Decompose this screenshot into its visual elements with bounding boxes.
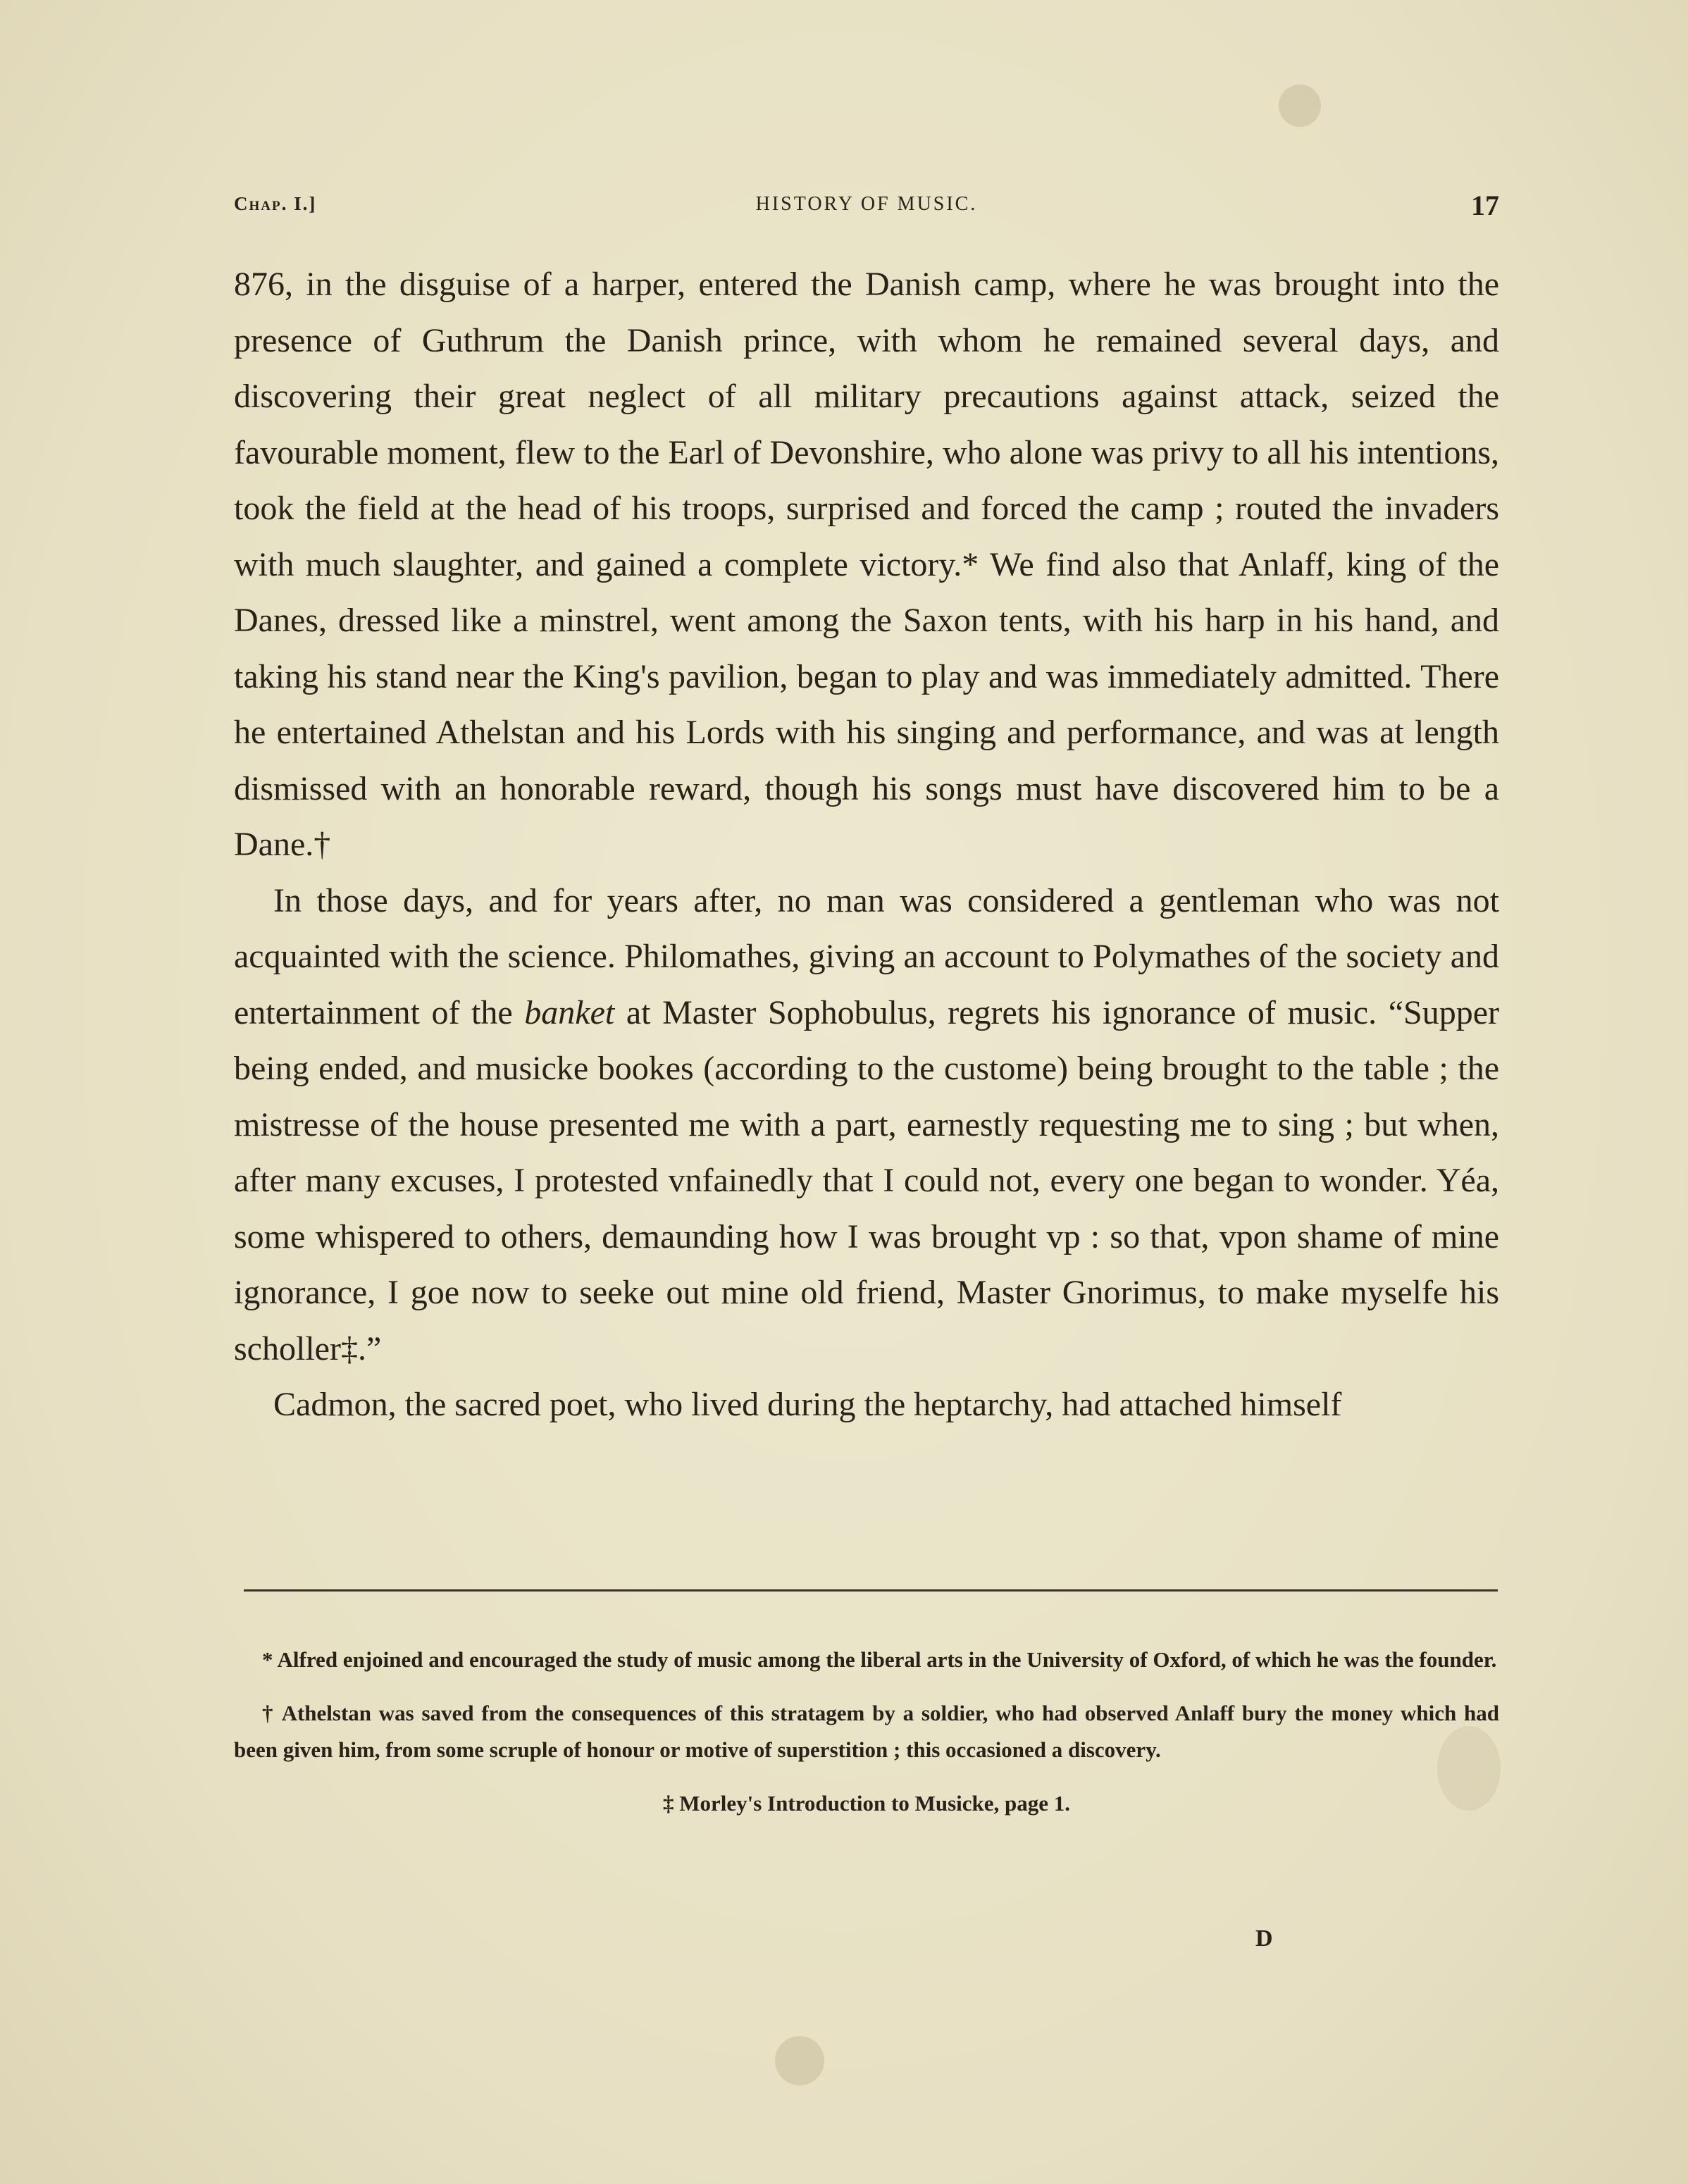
paper-stain [775, 2036, 824, 2085]
footnotes [234, 1642, 1499, 1839]
paragraph [234, 873, 1499, 1377]
paper-stain [1279, 85, 1321, 127]
paragraph: 876, in the disguise of a harper, entered the Danish camp, where he was brought into the presence of Guthrum the Danish prince, with whom he remained several days, and discovering their great neglect of all military precautions against attack, seized the favourable moment, flew to the Earl of Devonshire, who alone was privy to all his intentions, took the field at the head of his troops, surprised and forced the camp ; routed the invaders with much slaughter, and gained a complete victory.* We find also that Anlaff, king of the Danes, dressed like a minstrel, went among the Saxon tents, with his harp in his hand, and taking his stand near the King's pavilion, began to play and was immediately admitted. There he entertained Athelstan and his Lords with his singing and performance, and was at length dismissed with an honorable reward, though his songs must have discovered him to be a Dane.† [234, 266, 1499, 863]
signature-mark: D [1255, 1925, 1273, 1952]
chapter-label: Chap. I.] [234, 193, 317, 214]
running-title: HISTORY OF MUSIC. [755, 193, 978, 215]
running-header [234, 189, 1499, 224]
page-number: 17 [1471, 190, 1499, 221]
italic-word: banket [524, 993, 615, 1031]
footnote: ‡ Morley's Introduction to Musicke, page 1. [662, 1791, 1071, 1816]
paragraph: Cadmon, the sacred poet, who lived during the heptarchy, had attached himself [273, 1386, 1342, 1423]
paragraph-text: at Master Sophobulus, regrets his ignorance of music. “Supper being ended, and musicke bookes (according to the custome) being brought to the table ; the mistresse of the house presented me with a part, earnestly requesting me to sing ; but when, after many excuses, I protested vnfainedly that I could not, every one began to wonder. Yéa, some whispered to others, demaunding how I was brought vp : so that, vpon shame of mine ignorance, I goe now to seeke out mine old friend, Master Gnorimus, to make myselfe his scholler‡.” [234, 993, 1499, 1367]
footnote: † Athelstan was saved from the consequences of this stratagem by a soldier, who had observed Anlaff bury the money which had been given him, from some scruple of honour or motive of superstition ; this occasioned a discovery. [234, 1701, 1499, 1762]
footnote-divider [244, 1589, 1498, 1592]
main-text [234, 256, 1499, 1433]
footnote: * Alfred enjoined and encouraged the study of music among the liberal arts in the University of Oxford, of which he was the founder. [262, 1647, 1497, 1672]
paragraph-text: In those days, and for years after, no man was considered a gentleman who was not acquainted with the science. Philomathes, giving an account to Polymathes of the society and entertainment of the [234, 881, 1499, 1031]
